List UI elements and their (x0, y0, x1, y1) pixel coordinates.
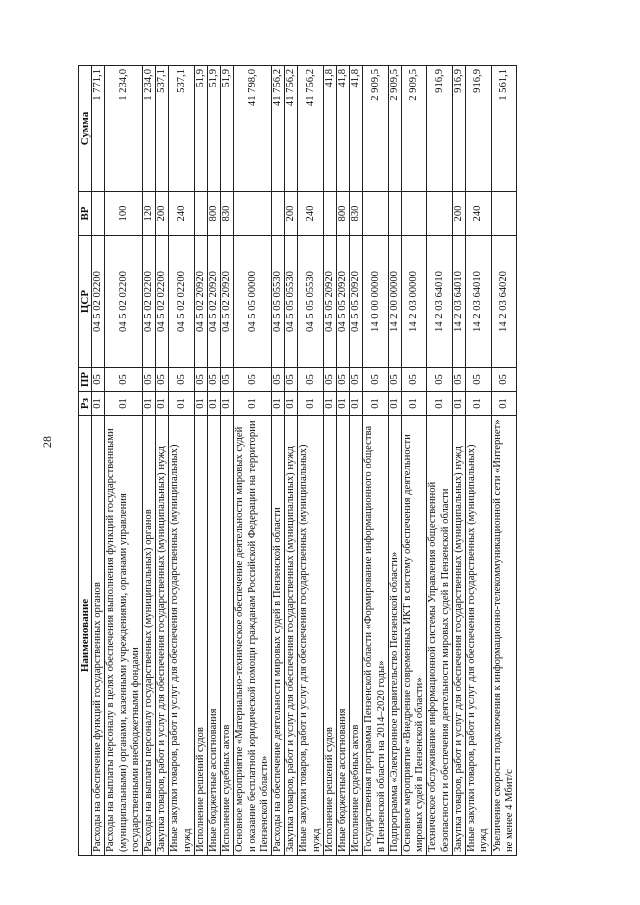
row-pr-cell: 05 (156, 368, 169, 392)
row-csr-cell: 14 2 00 00000 (388, 236, 401, 368)
row-pr-cell: 05 (427, 368, 452, 392)
table-row (350, 66, 363, 856)
table-row (234, 66, 272, 856)
column-header-csr: ЦСР (79, 236, 92, 368)
row-rz-cell: 01 (298, 392, 323, 416)
row-vr-cell (427, 192, 452, 236)
row-vr-cell: 830 (350, 192, 363, 236)
row-pr-cell: 05 (337, 368, 350, 392)
row-csr-cell: 14 2 03 64010 (452, 236, 465, 368)
row-vr-cell (402, 192, 427, 236)
row-sum-cell: 51,9 (194, 66, 207, 192)
row-pr-cell: 05 (298, 368, 323, 392)
row-name-cell: Основное мероприятие «Внедрение современных ИКТ в систему обеспечения деятельности мировых судей в Пензенской области» (402, 416, 427, 856)
row-name-cell: Подпрограмма «Электронное правительство Пензенской области» (388, 416, 401, 856)
row-vr-cell (363, 192, 388, 236)
row-name-cell: Расходы на обеспечение функций государственных органов (92, 416, 105, 856)
table-row (388, 66, 401, 856)
row-csr-cell: 14 2 03 64010 (427, 236, 452, 368)
column-header-rz: Рз (79, 392, 92, 416)
table-row (298, 66, 323, 856)
table-row (156, 66, 169, 856)
row-name-cell: Исполнение судебных актов (350, 416, 363, 856)
row-rz-cell: 01 (194, 392, 207, 416)
row-sum-cell: 1 234,0 (105, 66, 143, 192)
row-vr-cell: 800 (337, 192, 350, 236)
row-rz-cell: 01 (285, 392, 298, 416)
table-row (194, 66, 207, 856)
row-pr-cell: 05 (272, 368, 285, 392)
row-vr-cell (388, 192, 401, 236)
table-row (323, 66, 336, 856)
row-vr-cell: 120 (143, 192, 156, 236)
row-pr-cell: 05 (388, 368, 401, 392)
row-csr-cell: 04 5 05 05530 (285, 236, 298, 368)
row-name-cell: Иные бюджетные ассигнования (208, 416, 221, 856)
table-row (169, 66, 194, 856)
row-name-cell: Исполнение решений судов (194, 416, 207, 856)
table-row (337, 66, 350, 856)
row-rz-cell: 01 (350, 392, 363, 416)
row-csr-cell: 04 5 02 20920 (221, 236, 234, 368)
row-vr-cell: 200 (452, 192, 465, 236)
row-pr-cell: 05 (285, 368, 298, 392)
row-csr-cell: 04 5 02 02200 (143, 236, 156, 368)
row-pr-cell: 05 (194, 368, 207, 392)
row-vr-cell (491, 192, 516, 236)
row-pr-cell: 05 (105, 368, 143, 392)
row-vr-cell: 240 (169, 192, 194, 236)
row-sum-cell: 41,8 (323, 66, 336, 192)
row-sum-cell: 916,9 (427, 66, 452, 192)
row-sum-cell: 41 756,2 (272, 66, 285, 192)
row-rz-cell: 01 (388, 392, 401, 416)
row-sum-cell: 1 561,1 (491, 66, 516, 192)
row-name-cell: Иные закупки товаров, работ и услуг для обеспечения государственных (муниципальных) нужд (298, 416, 323, 856)
rotated-page (78, 66, 517, 856)
row-vr-cell (234, 192, 272, 236)
row-vr-cell (92, 192, 105, 236)
row-pr-cell: 05 (363, 368, 388, 392)
row-rz-cell: 01 (402, 392, 427, 416)
row-name-cell: Расходы на выплаты персоналу в целях обеспечения выполнения функций государственными (муниципальными) органами, казенными учреждениями, органами управления государственными внебюджетными фондами (105, 416, 143, 856)
row-pr-cell: 05 (143, 368, 156, 392)
table-row (466, 66, 491, 856)
table-row (143, 66, 156, 856)
row-vr-cell: 830 (221, 192, 234, 236)
row-name-cell: Закупка товаров, работ и услуг для обеспечения государственных (муниципальных) нужд (452, 416, 465, 856)
row-rz-cell: 01 (92, 392, 105, 416)
row-sum-cell: 2 909,5 (363, 66, 388, 192)
row-rz-cell: 01 (323, 392, 336, 416)
row-rz-cell: 01 (105, 392, 143, 416)
row-csr-cell: 04 5 02 02200 (105, 236, 143, 368)
row-sum-cell: 1 771,1 (92, 66, 105, 192)
column-header-name: Наименование (79, 416, 92, 856)
column-header-sum: Сумма (79, 66, 92, 192)
row-csr-cell: 04 5 05 05530 (272, 236, 285, 368)
row-csr-cell: 04 5 05 20920 (337, 236, 350, 368)
table-row (491, 66, 516, 856)
row-rz-cell: 01 (363, 392, 388, 416)
table-row (92, 66, 105, 856)
row-rz-cell: 01 (156, 392, 169, 416)
table-row (452, 66, 465, 856)
row-csr-cell: 04 5 05 20920 (323, 236, 336, 368)
row-rz-cell: 01 (337, 392, 350, 416)
row-rz-cell: 01 (208, 392, 221, 416)
row-csr-cell: 04 5 02 20920 (194, 236, 207, 368)
row-rz-cell: 01 (221, 392, 234, 416)
row-name-cell: Закупка товаров, работ и услуг для обеспечения государственных (муниципальных) нужд (156, 416, 169, 856)
row-pr-cell: 05 (491, 368, 516, 392)
row-vr-cell: 240 (298, 192, 323, 236)
row-sum-cell: 41 798,0 (234, 66, 272, 192)
row-rz-cell: 01 (143, 392, 156, 416)
row-sum-cell: 41,8 (337, 66, 350, 192)
budget-table (78, 65, 517, 856)
table-row (221, 66, 234, 856)
row-csr-cell: 04 5 02 20920 (208, 236, 221, 368)
row-sum-cell: 537,1 (156, 66, 169, 192)
row-name-cell: Техническое обслуживание информационной системы Управления общественной безопасности и обеспечения деятельности мировых судей в Пензенской области (427, 416, 452, 856)
table-header-row (79, 66, 92, 856)
row-pr-cell: 05 (169, 368, 194, 392)
row-pr-cell: 05 (452, 368, 465, 392)
row-name-cell: Исполнение судебных актов (221, 416, 234, 856)
row-csr-cell: 04 5 02 02200 (156, 236, 169, 368)
row-vr-cell: 100 (105, 192, 143, 236)
row-pr-cell: 05 (92, 368, 105, 392)
row-name-cell: Государственная программа Пензенской области «Формирование информационного общества в Пензенской области на 2014–2020 годы» (363, 416, 388, 856)
row-csr-cell: 04 5 02 02200 (92, 236, 105, 368)
row-pr-cell: 05 (208, 368, 221, 392)
row-rz-cell: 01 (272, 392, 285, 416)
row-csr-cell: 04 5 05 05530 (298, 236, 323, 368)
row-vr-cell (194, 192, 207, 236)
table-row (272, 66, 285, 856)
row-sum-cell: 916,9 (452, 66, 465, 192)
column-header-pr: ПР (79, 368, 92, 392)
row-pr-cell: 05 (323, 368, 336, 392)
row-csr-cell: 04 5 05 00000 (234, 236, 272, 368)
row-csr-cell: 14 2 03 64020 (491, 236, 516, 368)
row-rz-cell: 01 (169, 392, 194, 416)
row-csr-cell: 14 0 00 00000 (363, 236, 388, 368)
table-row (208, 66, 221, 856)
row-pr-cell: 05 (234, 368, 272, 392)
row-vr-cell: 200 (156, 192, 169, 236)
row-csr-cell: 04 5 02 02200 (169, 236, 194, 368)
row-vr-cell (323, 192, 336, 236)
column-header-vr: ВР (79, 192, 92, 236)
row-rz-cell: 01 (427, 392, 452, 416)
row-name-cell: Иные закупки товаров, работ и услуг для обеспечения государственных (муниципальных) нужд (169, 416, 194, 856)
row-name-cell: Увеличение скорости подключения к информационно-телекоммуникационной сети «Интернет» не менее 4 Мбит/с (491, 416, 516, 856)
row-name-cell: Расходы на обеспечение деятельности мировых судей в Пензенской области (272, 416, 285, 856)
row-rz-cell: 01 (452, 392, 465, 416)
row-name-cell: Основное мероприятие «Материально-техническое обеспечение деятельности мировых судей и оказание бесплатной юридической помощи гражданам Российской Федерации на территории Пензенской области» (234, 416, 272, 856)
row-sum-cell: 41 756,2 (298, 66, 323, 192)
row-sum-cell: 2 909,5 (402, 66, 427, 192)
row-pr-cell: 05 (221, 368, 234, 392)
table-row (402, 66, 427, 856)
row-name-cell: Иные бюджетные ассигнования (337, 416, 350, 856)
row-sum-cell: 537,1 (169, 66, 194, 192)
row-vr-cell: 240 (466, 192, 491, 236)
row-pr-cell: 05 (466, 368, 491, 392)
row-csr-cell: 04 5 05 20920 (350, 236, 363, 368)
row-rz-cell: 01 (491, 392, 516, 416)
table-row (363, 66, 388, 856)
table-body (92, 66, 517, 856)
table-row (105, 66, 143, 856)
row-name-cell: Расходы на выплаты персоналу государственных (муниципальных) органов (143, 416, 156, 856)
row-sum-cell: 2 909,5 (388, 66, 401, 192)
table-row (285, 66, 298, 856)
row-vr-cell (272, 192, 285, 236)
row-name-cell: Закупка товаров, работ и услуг для обеспечения государственных (муниципальных) нужд (285, 416, 298, 856)
row-vr-cell: 800 (208, 192, 221, 236)
row-rz-cell: 01 (466, 392, 491, 416)
row-pr-cell: 05 (350, 368, 363, 392)
row-sum-cell: 41 756,2 (285, 66, 298, 192)
row-csr-cell: 14 2 03 64010 (466, 236, 491, 368)
row-sum-cell: 916,9 (466, 66, 491, 192)
row-rz-cell: 01 (234, 392, 272, 416)
row-sum-cell: 1 234,0 (143, 66, 156, 192)
row-sum-cell: 51,9 (221, 66, 234, 192)
row-sum-cell: 51,9 (208, 66, 221, 192)
page-number: 28 (40, 436, 54, 448)
row-sum-cell: 41,8 (350, 66, 363, 192)
row-vr-cell: 200 (285, 192, 298, 236)
row-name-cell: Исполнение решений судов (323, 416, 336, 856)
row-name-cell: Иные закупки товаров, работ и услуг для обеспечения государственных (муниципальных) нужд (466, 416, 491, 856)
table-row (427, 66, 452, 856)
row-csr-cell: 14 2 03 00000 (402, 236, 427, 368)
row-pr-cell: 05 (402, 368, 427, 392)
